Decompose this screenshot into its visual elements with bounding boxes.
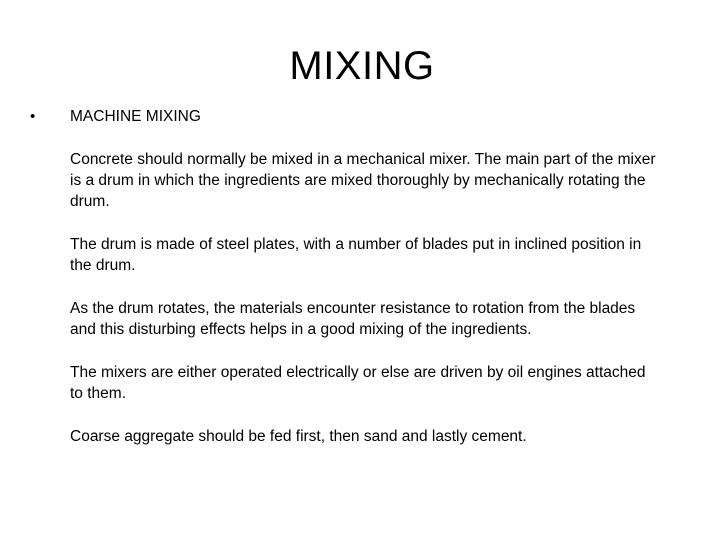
paragraph-mixer-power: The mixers are either operated electrically or else are driven by oil engines attached to them. <box>70 364 646 402</box>
paragraph-drum-construction: The drum is made of steel plates, with a number of blades put in inclined position in the drum. <box>70 236 642 274</box>
paragraph-mixer-intro: Concrete should normally be mixed in a mechanical mixer. The main part of the mixer is a drum in which the ingredients are mixed thoroughly by mechanically rotating the drum. <box>70 151 656 210</box>
bullet-marker: • <box>30 108 36 125</box>
paragraph-feeding-order: Coarse aggregate should be fed first, then sand and lastly cement. <box>70 428 527 445</box>
bullet-heading: MACHINE MIXING <box>70 108 201 125</box>
paragraph-drum-rotation: As the drum rotates, the materials encounter resistance to rotation from the blades and this disturbing effects helps in a good mixing of the ingredients. <box>70 300 636 338</box>
slide-body <box>70 106 660 469</box>
slide-title: MIXING <box>289 44 435 88</box>
